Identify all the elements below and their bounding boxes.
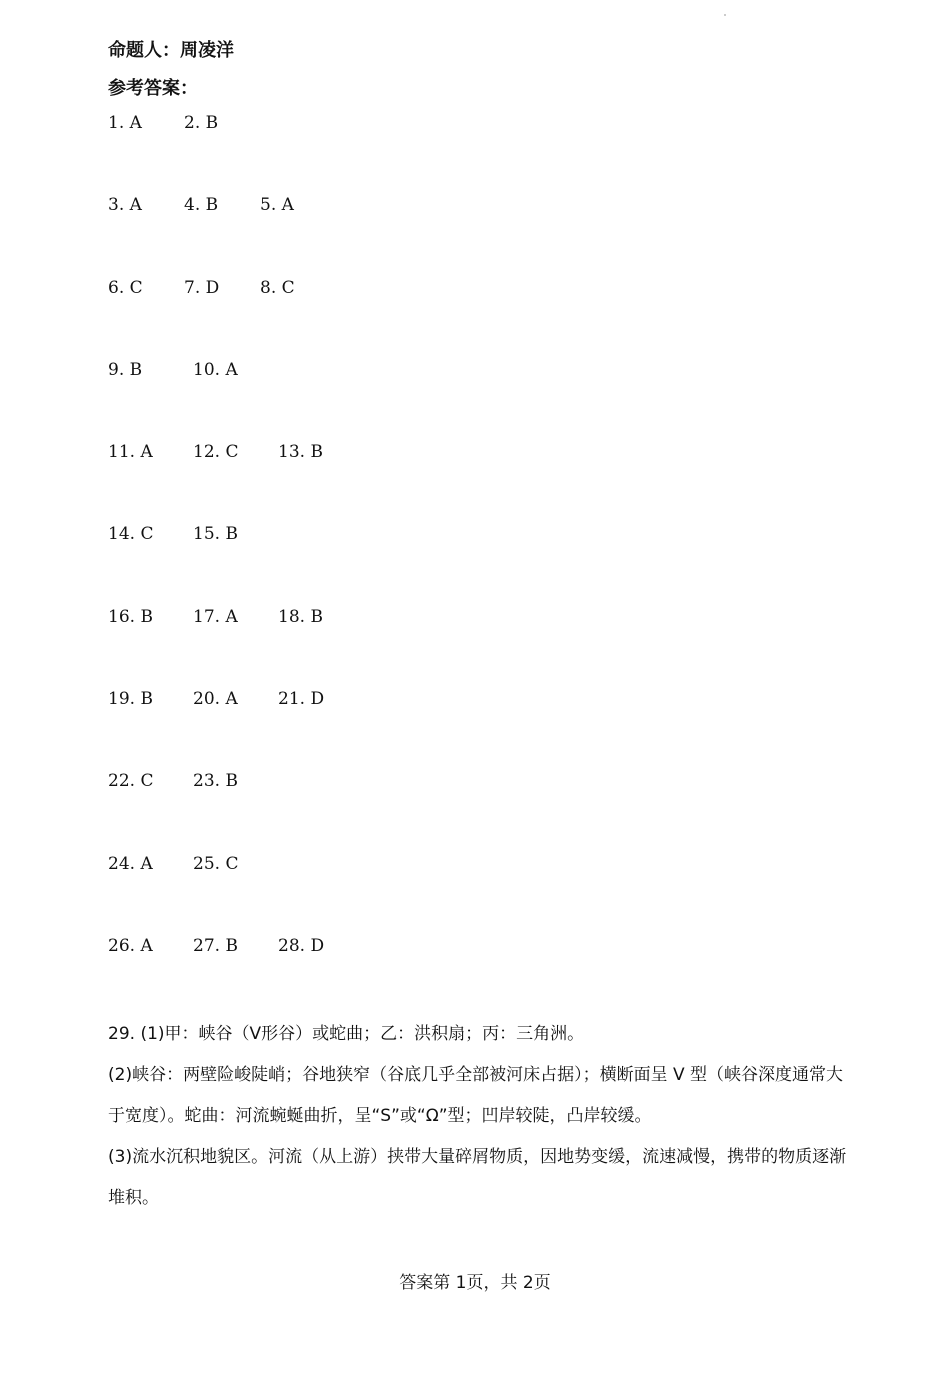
answer-item: 21. D <box>278 689 325 710</box>
answer-item: 14. C <box>108 524 154 545</box>
answer-item: 13. B <box>278 442 323 463</box>
answer-row <box>108 441 868 523</box>
answer-item: 1. A <box>108 113 142 133</box>
answer-item: 4. B <box>184 195 219 216</box>
answer-item: 12. C <box>193 442 239 463</box>
answer-item: 6. C <box>108 277 143 298</box>
answer-row <box>108 606 868 688</box>
essay-answer-part-2: (2)峡谷：两壁险峻陡峭；谷地狭窄（谷底几乎全部被河床占据）；横断面呈 V 型（峡谷深度通常大于宽度）。蛇曲：河流蜿蜒曲折，呈“S”或“Ω”型；凹岸较陡，凸岸较缓。 <box>108 1065 844 1126</box>
answer-item: 28. D <box>278 935 325 956</box>
answer-row <box>108 770 868 852</box>
answer-item: 7. D <box>184 277 220 298</box>
answer-item: 19. B <box>108 689 153 710</box>
answer-item: 2. B <box>184 113 219 133</box>
answer-item: 24. A <box>108 853 153 874</box>
scan-speck <box>724 14 726 16</box>
essay-answer-block <box>108 1014 848 1219</box>
answer-item: 9. B <box>108 359 143 380</box>
answer-item: 22. C <box>108 771 154 792</box>
page-footer: 答案第 1页，共 2页 <box>399 1273 551 1293</box>
answer-item: 23. B <box>193 771 238 792</box>
answer-item: 27. B <box>193 935 238 956</box>
author-line: 命题人：周凌洋 <box>108 40 234 61</box>
answer-list <box>108 112 868 1017</box>
answers-heading: 参考答案： <box>108 78 198 99</box>
answer-item: 15. B <box>193 524 238 545</box>
answer-item: 18. B <box>278 606 323 627</box>
answer-item: 17. A <box>193 606 238 627</box>
answer-item: 10. A <box>193 359 238 380</box>
answer-row <box>108 112 868 194</box>
answer-row <box>108 688 868 770</box>
answer-row <box>108 853 868 935</box>
essay-answer-part-1: 29. (1)甲：峡谷（V形谷）或蛇曲；乙：洪积扇；丙：三角洲。 <box>108 1024 585 1044</box>
answer-item: 20. A <box>193 689 238 710</box>
answer-item: 16. B <box>108 606 153 627</box>
answer-row <box>108 277 868 359</box>
answer-item: 8. C <box>260 277 295 298</box>
essay-answer-part-3: (3)流水沉积地貌区。河流（从上游）挟带大量碎屑物质，因地势变缓，流速减慢，携带的物质逐渐堆积。 <box>108 1147 847 1208</box>
answer-item: 25. C <box>193 853 239 874</box>
answer-item: 3. A <box>108 195 142 216</box>
answer-item: 26. A <box>108 935 153 956</box>
answer-row <box>108 523 868 605</box>
answer-row <box>108 359 868 441</box>
answer-row <box>108 935 868 1017</box>
answer-item: 5. A <box>260 195 294 216</box>
answer-item: 11. A <box>108 442 153 463</box>
answer-row <box>108 194 868 276</box>
